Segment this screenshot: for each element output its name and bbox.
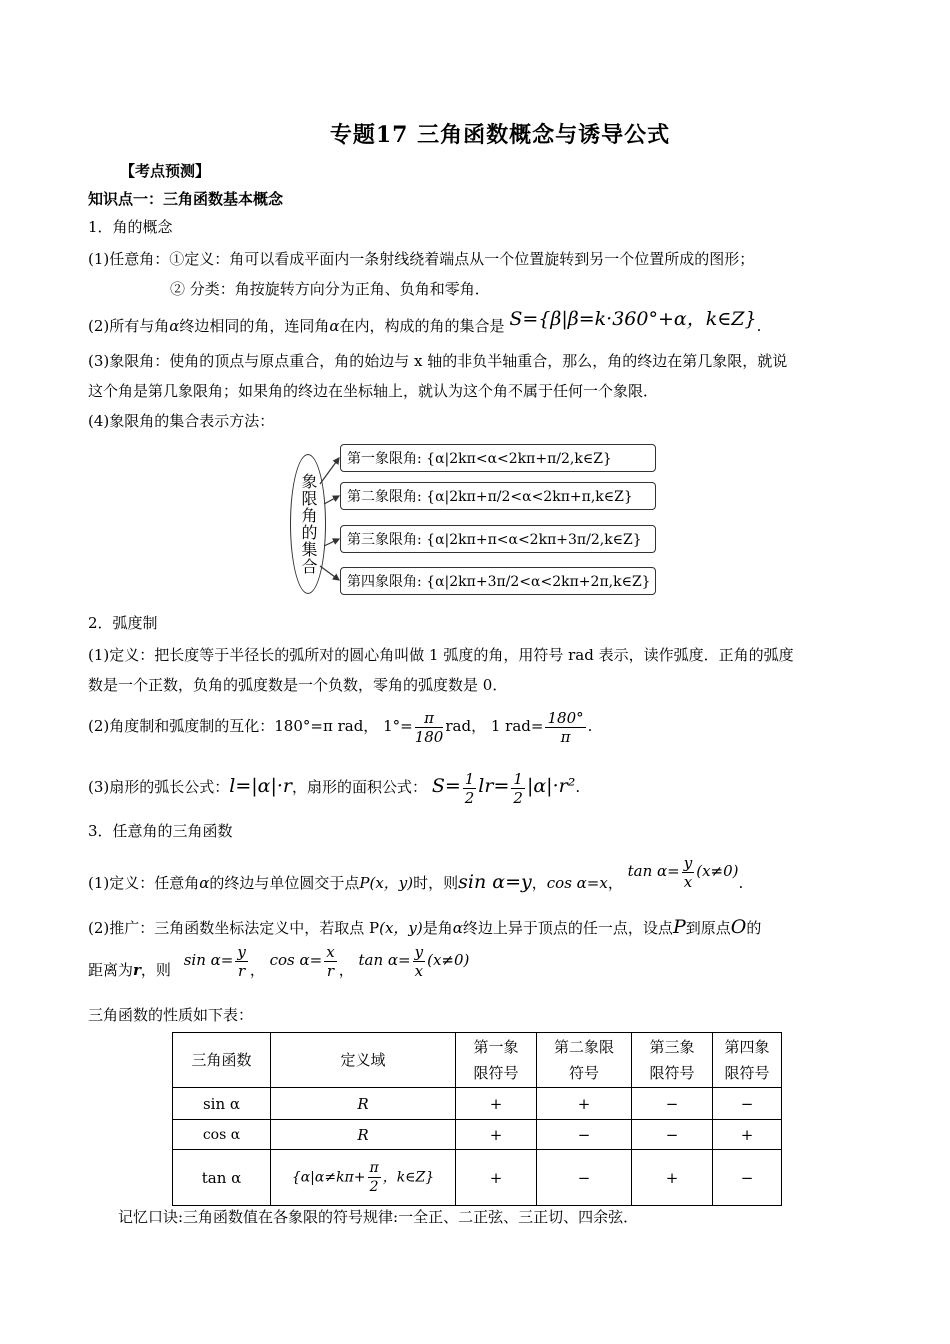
s1-line-5: 这个角是第几象限角；如果角的终边在坐标轴上，就认为这个角不属于任何一个象限．: [88, 382, 659, 400]
diagram-label-ellipse: [290, 454, 326, 594]
cos-definition: cos α=x: [546, 874, 608, 892]
cell-sign: +: [537, 1088, 632, 1120]
page-title: 专题17 三角函数概念与诱导公式: [329, 122, 671, 148]
formula-180-pi: 180°=π rad: [274, 717, 364, 735]
cell-sign: −: [537, 1150, 632, 1206]
cell-sign: +: [713, 1120, 782, 1150]
s2-line-2: 数是一个正数，负角的弧度数是一个负数，零角的弧度数是 0．: [88, 676, 508, 694]
coterminal-set-formula: S={β|β=k·360°+α，k∈Z}: [509, 308, 757, 330]
header-q3: 第三象 限符号: [632, 1033, 713, 1088]
s3-line-3: 距离为r，则 sin α= $\frac{y}{r}$ ， cos α= $\frac{x}{r}$ ， tan α= $\frac{y}{x}$ (x≠0): [88, 942, 470, 980]
header-q1: 第一象 限符号: [456, 1033, 537, 1088]
first-quadrant-box: 第一象限角: {α|2kπ<α<2kπ+π/2,k∈Z}: [340, 444, 656, 472]
s1-line-4: (3)象限角：使角的顶点与原点重合，角的始边与 x 轴的非负半轴重合，那么，角的终边在第几象限，就说: [88, 352, 788, 370]
fourth-quadrant-box: 第四象限角: {α|2kπ+3π/2<α<2kπ+2π,k∈Z}: [340, 567, 656, 595]
s1-line-3: (2)所有与角α终边相同的角，连同角α在内，构成的角的集合是 S={β|β=k·360°+α，k∈Z}.: [88, 308, 762, 335]
cell-function: cos α: [173, 1120, 271, 1150]
cell-sign: +: [456, 1150, 537, 1206]
table-header-row: [173, 1033, 782, 1088]
cell-domain: R: [271, 1120, 456, 1150]
tan-definition: tan α= $\frac{y}{x}$ (x≠0): [627, 853, 739, 891]
trig-sign-table: [172, 1032, 782, 1206]
header-q4: 第四象 限符号: [713, 1033, 782, 1088]
mnemonic: 记忆口诀:三角函数值在各象限的符号规律:一全正、二正弦、三正切、四余弦．: [118, 1208, 639, 1226]
s3-line-4: 三角函数的性质如下表：: [88, 1006, 254, 1024]
header-function: 三角函数: [173, 1033, 271, 1088]
cell-sign: +: [456, 1120, 537, 1150]
header-q2: 第二象限 符号: [537, 1033, 632, 1088]
table-row: [173, 1150, 782, 1206]
cell-sign: −: [632, 1120, 713, 1150]
sector-area-formula: |α|·r²: [526, 775, 576, 797]
s3-line-2: (2)推广：三角函数坐标法定义中，若取点 P(x，y)是角α终边上异于顶点的任一点，设点P到原点O的: [88, 916, 762, 938]
diagram-label: 象限角的集合: [299, 473, 318, 575]
cell-sign: +: [632, 1150, 713, 1206]
sin-general-formula: sin α= $\frac{y}{r}$: [183, 942, 246, 980]
s2-line-4: (3)扇形的弧长公式：l=|α|·r，扇形的面积公式： S= $\frac{1}{2}$ lr= $\frac{1}{2}$ |α|·r².: [88, 769, 581, 807]
cell-sign: +: [456, 1088, 537, 1120]
cell-sign: −: [632, 1088, 713, 1120]
section-tag: 【考点预测】: [120, 162, 211, 180]
fraction-half-2: $\frac{1}{2}$: [513, 769, 523, 807]
s1-line-6: (4)象限角的集合表示方法：: [88, 412, 275, 430]
s3-line-1: (1)定义：任意角α的终边与单位圆交于点P(x，y)时，则sin α=y，cos α=x， tan α= $\frac{y}{x}$ (x≠0).: [88, 853, 744, 893]
cos-general-formula: cos α= $\frac{x}{r}$: [269, 942, 335, 980]
cell-domain: {α|α≠kπ+ $\frac{\pi}{2}$ ，k∈Z}: [271, 1150, 456, 1206]
cell-sign: −: [713, 1150, 782, 1206]
fraction-180-pi: $\frac{180^\circ}{\pi}$: [547, 708, 584, 746]
s1-line-2: ② 分类：角按旋转方向分为正角、负角和零角．: [170, 280, 490, 298]
header-domain: 定义域: [271, 1033, 456, 1088]
section-3-heading: 3．任意角的三角函数: [88, 822, 233, 840]
cell-sign: −: [537, 1120, 632, 1150]
s1-line-1: (1)任意角：①定义：角可以看成平面内一条射线绕着端点从一个位置旋转到另一个位置所成的图形；: [88, 250, 755, 268]
fraction-half-1: $\frac{1}{2}$: [464, 769, 475, 807]
cell-sign: −: [713, 1088, 782, 1120]
third-quadrant-box: 第三象限角: {α|2kπ+π<α<2kπ+3π/2,k∈Z}: [340, 525, 656, 553]
knowledge-point-title: 知识点一：三角函数基本概念: [88, 190, 284, 208]
sin-definition: sin α=y: [458, 871, 532, 893]
section-2-heading: 2．弧度制: [88, 614, 158, 632]
s2-line-1: (1)定义：把长度等于半径长的弧所对的圆心角叫做 1 弧度的角，用符号 rad 表示，读作弧度．正角的弧度: [88, 646, 794, 664]
tan-general-formula: tan α= $\frac{y}{x}$ (x≠0): [358, 942, 470, 980]
s2-line-3: (2)角度制和弧度制的互化：180°=π rad， 1°= $\frac{\pi}{180}$ rad， 1 rad= $\frac{180^\circ}{\pi}$ .: [88, 708, 593, 746]
point-p: P(x，y): [359, 874, 414, 892]
table-row: [173, 1120, 782, 1150]
cell-function: tan α: [173, 1150, 271, 1206]
section-1-heading: 1．角的概念: [88, 218, 173, 236]
table-row: [173, 1088, 782, 1120]
fraction-pi-180: $\frac{\pi}{180}$: [414, 708, 444, 746]
cell-function: sin α: [173, 1088, 271, 1120]
quadrant-angle-diagram: [290, 442, 662, 598]
second-quadrant-box: 第二象限角: {α|2kπ+π/2<α<2kπ+π,k∈Z}: [340, 482, 656, 510]
cell-domain: R: [271, 1088, 456, 1120]
arc-length-formula: l=|α|·r: [229, 775, 293, 797]
